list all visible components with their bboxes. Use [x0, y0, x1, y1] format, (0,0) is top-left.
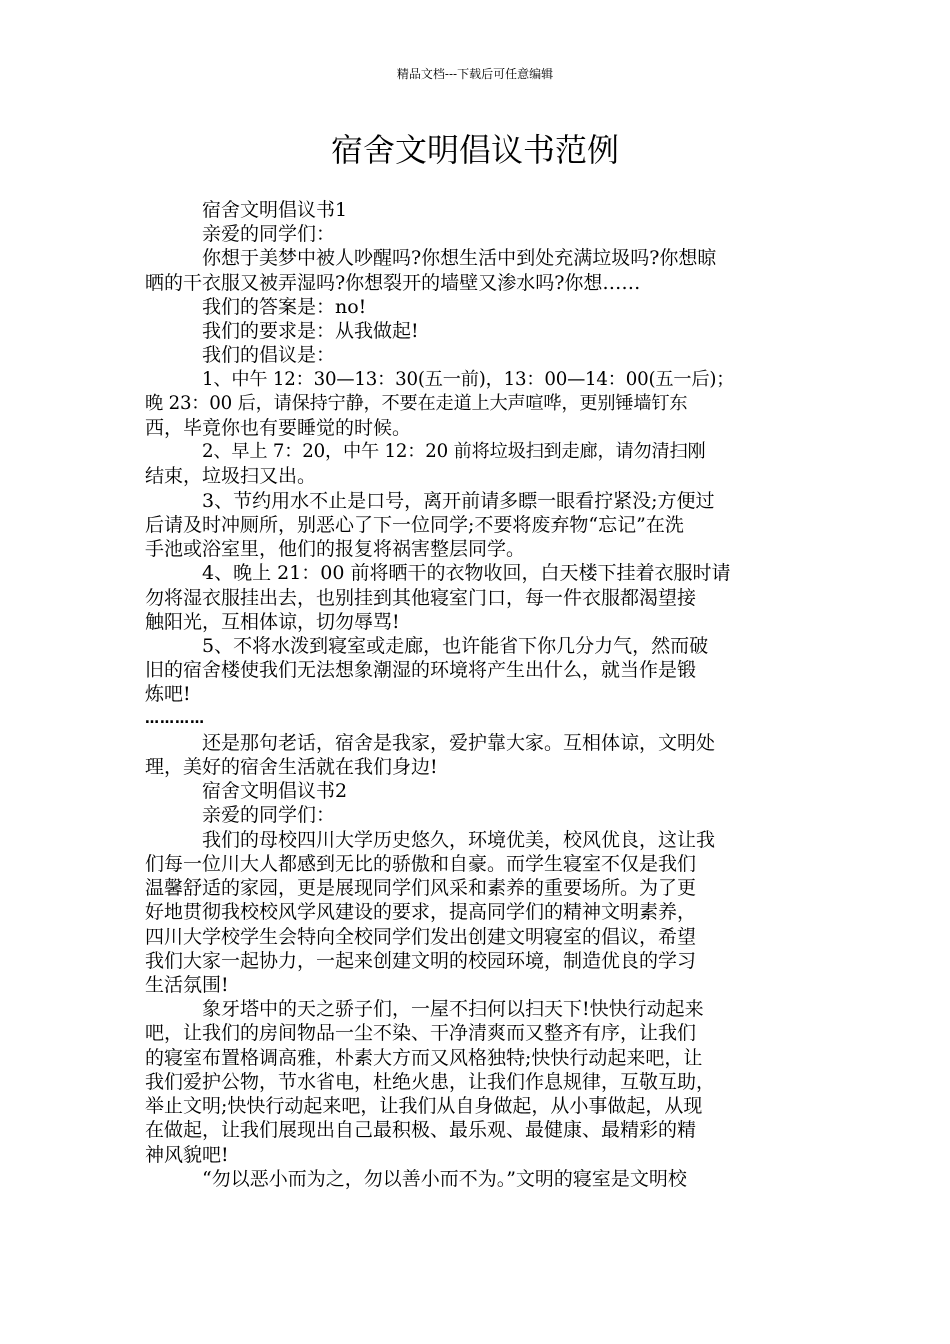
text-line: 好地贯彻我校校风学风建设的要求，提高同学们的精神文明素养，: [145, 901, 697, 924]
text-line: 手池或浴室里，他们的报复将祸害整层同学。: [145, 538, 526, 561]
text-line: 吧，让我们的房间物品一尘不染、干净清爽而又整齐有序，让我们: [145, 1022, 697, 1045]
text-line: 触阳光，互相体谅，切勿辱骂!: [145, 610, 400, 633]
text-line: 晒的干衣服又被弄湿吗?你想裂开的墙壁又渗水吗?你想……: [145, 271, 641, 294]
text-line: 理，美好的宿舍生活就在我们身边!: [145, 756, 438, 779]
text-line: 四川大学校学生会特向全校同学们发出创建文明寝室的倡议，希望: [145, 925, 697, 948]
text-line: 炼吧!: [145, 683, 191, 706]
salutation: 亲爱的同学们：: [202, 804, 336, 827]
text-line: 后请及时冲厕所，别恶心了下一位同学;不要将废弃物“忘记”在洗: [145, 513, 684, 536]
text-line: 4、晚上 21：00 前将晒干的衣物收回，白天楼下挂着衣服时请: [202, 562, 731, 585]
section-heading: 宿舍文明倡议书2: [202, 780, 348, 803]
text-line: 的寝室布置格调高雅，朴素大方而又风格独特;快快行动起来吧，让: [145, 1046, 703, 1069]
text-line: 们每一位川大人都感到无比的骄傲和自豪。而学生寝室不仅是我们: [145, 852, 697, 875]
text-line: 我们大家一起协力，一起来创建文明的校园环境，制造优良的学习: [145, 949, 697, 972]
text-line: 我们的倡议是：: [202, 344, 336, 367]
text-line: 1、中午 12：30—13：30(五一前)，13：00—14：00(五一后)；: [202, 368, 735, 390]
text-line: 晚 23：00 后，请保持宁静，不要在走道上大声喧哗，更别锤墙钉东: [145, 392, 688, 414]
text-line: 结束，垃圾扫又出。: [145, 465, 317, 488]
text-line: 我们的答案是：no!: [202, 295, 367, 318]
text-line: 温馨舒适的家园，更是展现同学们风采和素养的重要场所。为了更: [145, 877, 697, 900]
text-line: 我们的母校四川大学历史悠久，环境优美，校风优良，这让我: [202, 828, 716, 851]
text-line: 我们的要求是：从我做起!: [202, 320, 419, 343]
text-line: 象牙塔中的天之骄子们，一屋不扫何以扫天下!快快行动起来: [202, 998, 704, 1021]
text-line: 神风貌吧!: [145, 1143, 229, 1166]
header-note: 精品文档---下载后可任意编辑: [396, 67, 554, 81]
text-line: 举止文明;快快行动起来吧，让我们从自身做起，从小事做起，从现: [145, 1095, 703, 1118]
text-line: “勿以恶小而为之，勿以善小而不为。”文明的寝室是文明校: [202, 1167, 687, 1190]
salutation: 亲爱的同学们：: [202, 223, 336, 246]
text-line: 5、不将水泼到寝室或走廊，也许能省下你几分力气，然而破: [202, 634, 709, 657]
text-line: 你想于美梦中被人吵醒吗?你想生活中到处充满垃圾吗?你想晾: [202, 247, 717, 270]
text-line: 我们爱护公物，节水省电，杜绝火患，让我们作息规律，互敬互助，: [145, 1070, 716, 1093]
text-line: 勿将湿衣服挂出去，也别挂到其他寝室门口，每一件衣服都渴望接: [145, 586, 697, 609]
section-heading: 宿舍文明倡议书1: [202, 199, 348, 221]
text-line: 旧的宿舍楼使我们无法想象潮湿的环境将产生出什么，就当作是锻: [145, 659, 697, 682]
text-line: 还是那句老话，宿舍是我家，爱护靠大家。互相体谅，文明处: [202, 731, 716, 754]
ellipsis-line: …………: [145, 710, 205, 727]
text-line: 在做起，让我们展现出自己最积极、最乐观、最健康、最精彩的精: [145, 1119, 697, 1142]
document-title: 宿舍文明倡议书范例: [330, 131, 619, 169]
text-line: 生活氛围!: [145, 974, 229, 996]
text-line: 3、节约用水不止是口号，离开前请多瞟一眼看拧紧没;方便过: [202, 489, 715, 512]
text-line: 西，毕竟你也有要睡觉的时候。: [145, 416, 412, 439]
document-body: [145, 198, 820, 1191]
text-line: 2、早上 7：20，中午 12：20 前将垃圾扫到走廊，请勿清扫刚: [202, 441, 706, 463]
